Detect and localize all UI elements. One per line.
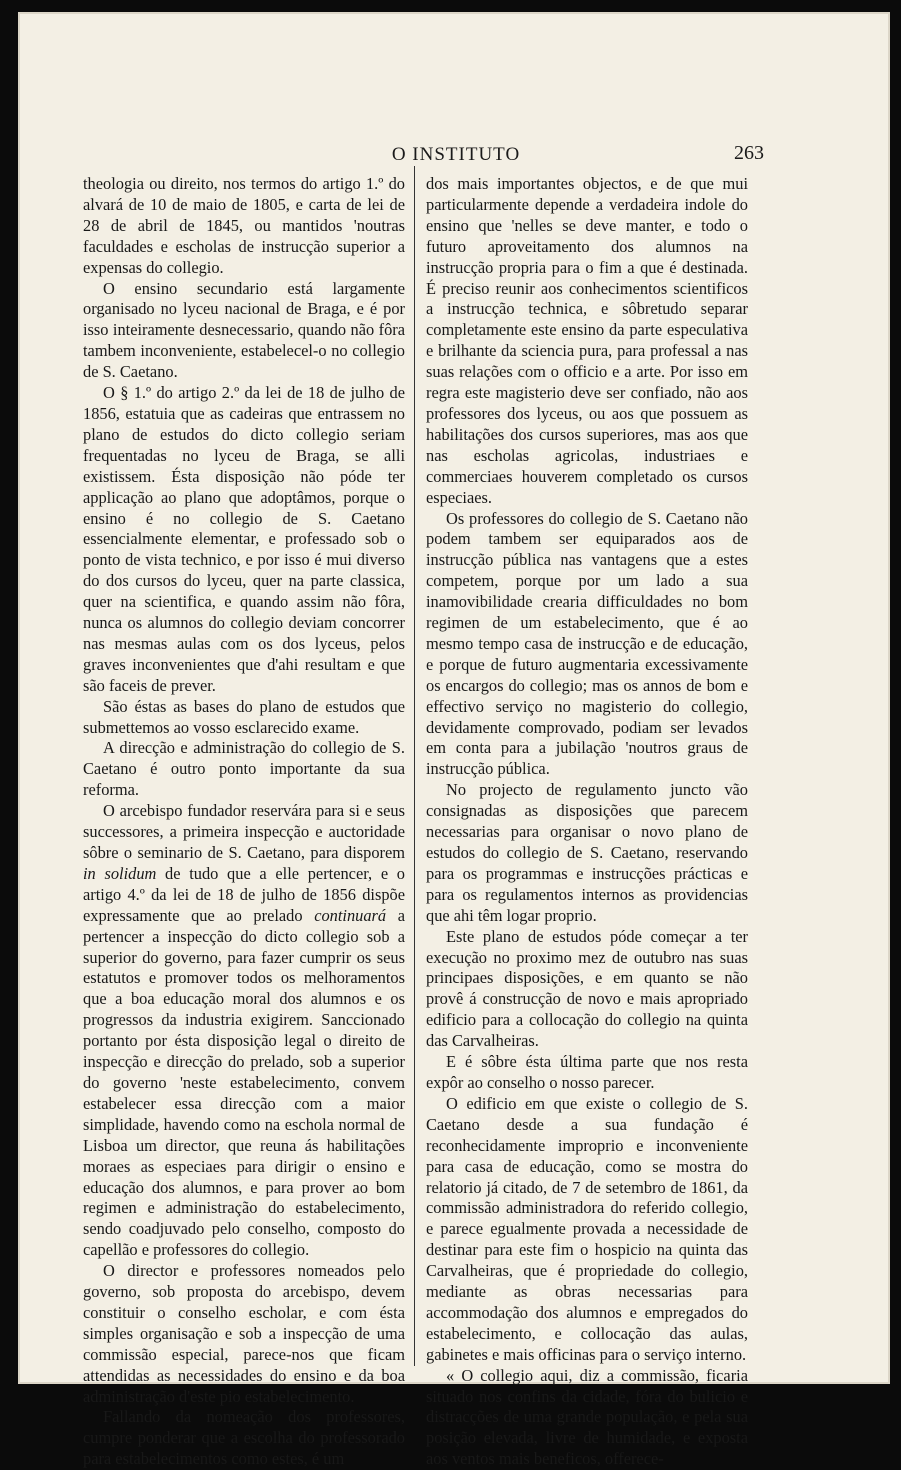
running-title: O INSTITUTO — [391, 144, 521, 165]
paragraph: O director e professores nomeados pelo governo, sob proposta do arcebispo, devem constituir o conselho escholar, e com ésta simples organisação e sob a inspecção de uma commissão especial, parece-nos que ficam attendidas as necessidades do ensino e da boa administração d'este pio estabelecimento. — [83, 1261, 405, 1406]
left-column — [83, 174, 405, 1470]
paragraph: São éstas as bases do plano de estudos que submettemos ao vosso esclarecido exame. — [83, 696, 405, 737]
paragraph: Fallando da nomeação dos professores, cumpre ponderar que a escolha do professorado para estabelecimentos como estes, é um — [83, 1407, 405, 1469]
text-run: de tudo que a elle pertencer, e o artigo 4.º da lei de 18 de julho de 1856 dispõe expressamente que ao prelado — [83, 863, 405, 925]
paragraph: theologia ou direito, nos termos do artigo 1.º do alvará de 10 de maio de 1805, e carta de lei de 28 de abril de 1845, ou mantidos 'noutras faculdades e escholas de instrucção superior a expensas do collegio. — [83, 174, 405, 277]
paragraph: O edificio em que existe o collegio de S. Caetano desde a sua fundação é reconhecidamente improprio e inconveniente para casa de educação, como se mostra do relatorio já citado, de 7 de setembro de 1861, da commissão administradora do referido collegio, e parece egualmente provada a necessidade de destinar para este fim o hospicio na quinta das Carvalheiras, que é propriedade do collegio, mediante as obras necessarias para accommodação dos alumnos e empregados do estabelecimento, e collocação das aulas, gabinetes e mais officinas para o serviço interno. — [426, 1093, 748, 1364]
text-run: O arcebispo fundador reservára para si e seus successores, a primeira inspecção e auctoridade sôbre o seminario de S. Caetano, para disporem — [83, 801, 405, 862]
paragraph: Este plano de estudos póde começar a ter execução no proximo mez de outubro nas suas principaes disposições, e em quanto se não provê á construcção de novo e mais apropriado edificio para a collocação do collegio na quinta das Carvalheiras. — [426, 926, 748, 1051]
paragraph: O § 1.º do artigo 2.º da lei de 18 de julho de 1856, estatuia que as cadeiras que entrassem no plano de estudos do dicto collegio seriam frequentadas no lyceu de Braga, se alli existissem. Ésta disposição não póde ter applicação ao plano que adoptâmos, porque o ensino é no collegio de S. Caetano essencialmente elementar, e professado sob o ponto de vista technico, e por isso é mui diverso do dos cursos do lyceu, quer na parte classica, quer na scientifica, e quando assim não fôra, nunca os alumnos do collegio deviam concorrer nas mesmas aulas com os dos lyceus, pelos graves inconvenientes que d'ahi resultam e que são faceis de prever. — [83, 383, 405, 695]
page-number: 263 — [734, 142, 764, 164]
paragraph: O ensino secundario está largamente organisado no lyceu nacional de Braga, e é por isso inteiramente desnecessario, quando não fôra tambem inconveniente, estabelecel-o no collegio de S. Caetano. — [83, 278, 405, 382]
paragraph: dos mais importantes objectos, e de que mui particularmente depende a verdadeira indole do ensino que 'nelles se deve manter, e todo o futuro aproveitamento dos alumnos na instrucção propria para o fim a que é destinada. É preciso reunir aos conhecimentos scientificos a instrucção technica, e sôbretudo separar completamente este ensino da parte especulativa e brilhante da sciencia pura, para professal a nas suas relações com o officio e a arte. Por isso em regra este magisterio deve ser confiado, não aos professores dos lyceus, ou aos que possuem as habilitações dos cursos superiores, mas aos que nas escholas agricolas, industriaes e commerciaes houverem completado os cursos especiaes. — [426, 174, 748, 507]
paragraph: Os professores do collegio de S. Caetano não podem tambem ser equiparados aos de instrucção pública nas vantagens que a estes competem, porque por um lado a sua inamovibilidade crearia difficuldades no bom regimen de um estabelecimento, que é ao mesmo tempo casa de instrucção e de educação, e porque de futuro augmentaria excessivamente os encargos do collegio; mas os annos de bom e effectivo serviço no magisterio do collegio, devidamente comprovado, podiam ser levados em conta para a jubilação 'noutros graus de instrucção pública. — [426, 508, 748, 779]
column-divider — [414, 166, 415, 1366]
page-header — [20, 132, 892, 165]
right-column — [426, 174, 748, 1470]
paragraph — [83, 801, 405, 1261]
paragraph: No projecto de regulamento juncto vão consignadas as disposições que parecem necessarias para organisar o novo plano de estudos do collegio de S. Caetano, reservando para os programmas e instrucções prácticas e para os regulamentos internos as providencias que ahi têm logar proprio. — [426, 780, 748, 925]
document-page — [18, 12, 890, 1469]
italic-term: continuará — [314, 905, 387, 925]
paragraph: A direcção e administração do collegio de S. Caetano é outro ponto importante da sua reforma. — [83, 738, 405, 800]
paragraph: E é sôbre ésta última parte que nos resta expôr ao conselho o nosso parecer. — [426, 1052, 748, 1092]
text-run: a pertencer a inspecção do dicto collegio sob a superior do governo, para fazer cumprir os seus estatutos e promover todos os melhoramentos que a boa educação moral dos alumnos e os progressos da industria exigirem. Sanccionado portanto por ésta disposição legal o direito de inspecção e direcção do prelado, sob a superior do governo 'neste estabelecimento, convem estabelecer essa direcção com a maior simplidade, havendo como na eschola normal de Lisboa um director, que reuna ás habilitações moraes as especiaes para dirigir o ensino e educação dos alumnos, e para prover ao bom regimen e administração do estabelecimento, sendo coadjuvado pelo conselho, composto do capellão e professores do collegio. — [83, 905, 406, 1260]
italic-term: in solidum — [83, 863, 157, 883]
paragraph: « O collegio aqui, diz a commissão, ficaria situado nos confins da cidade, fóra do bulicio e distracções de uma grande população, e pela sua posição elevada, livre de humidade, e exposta aos ventos mais beneficos, offerece- — [426, 1365, 748, 1469]
